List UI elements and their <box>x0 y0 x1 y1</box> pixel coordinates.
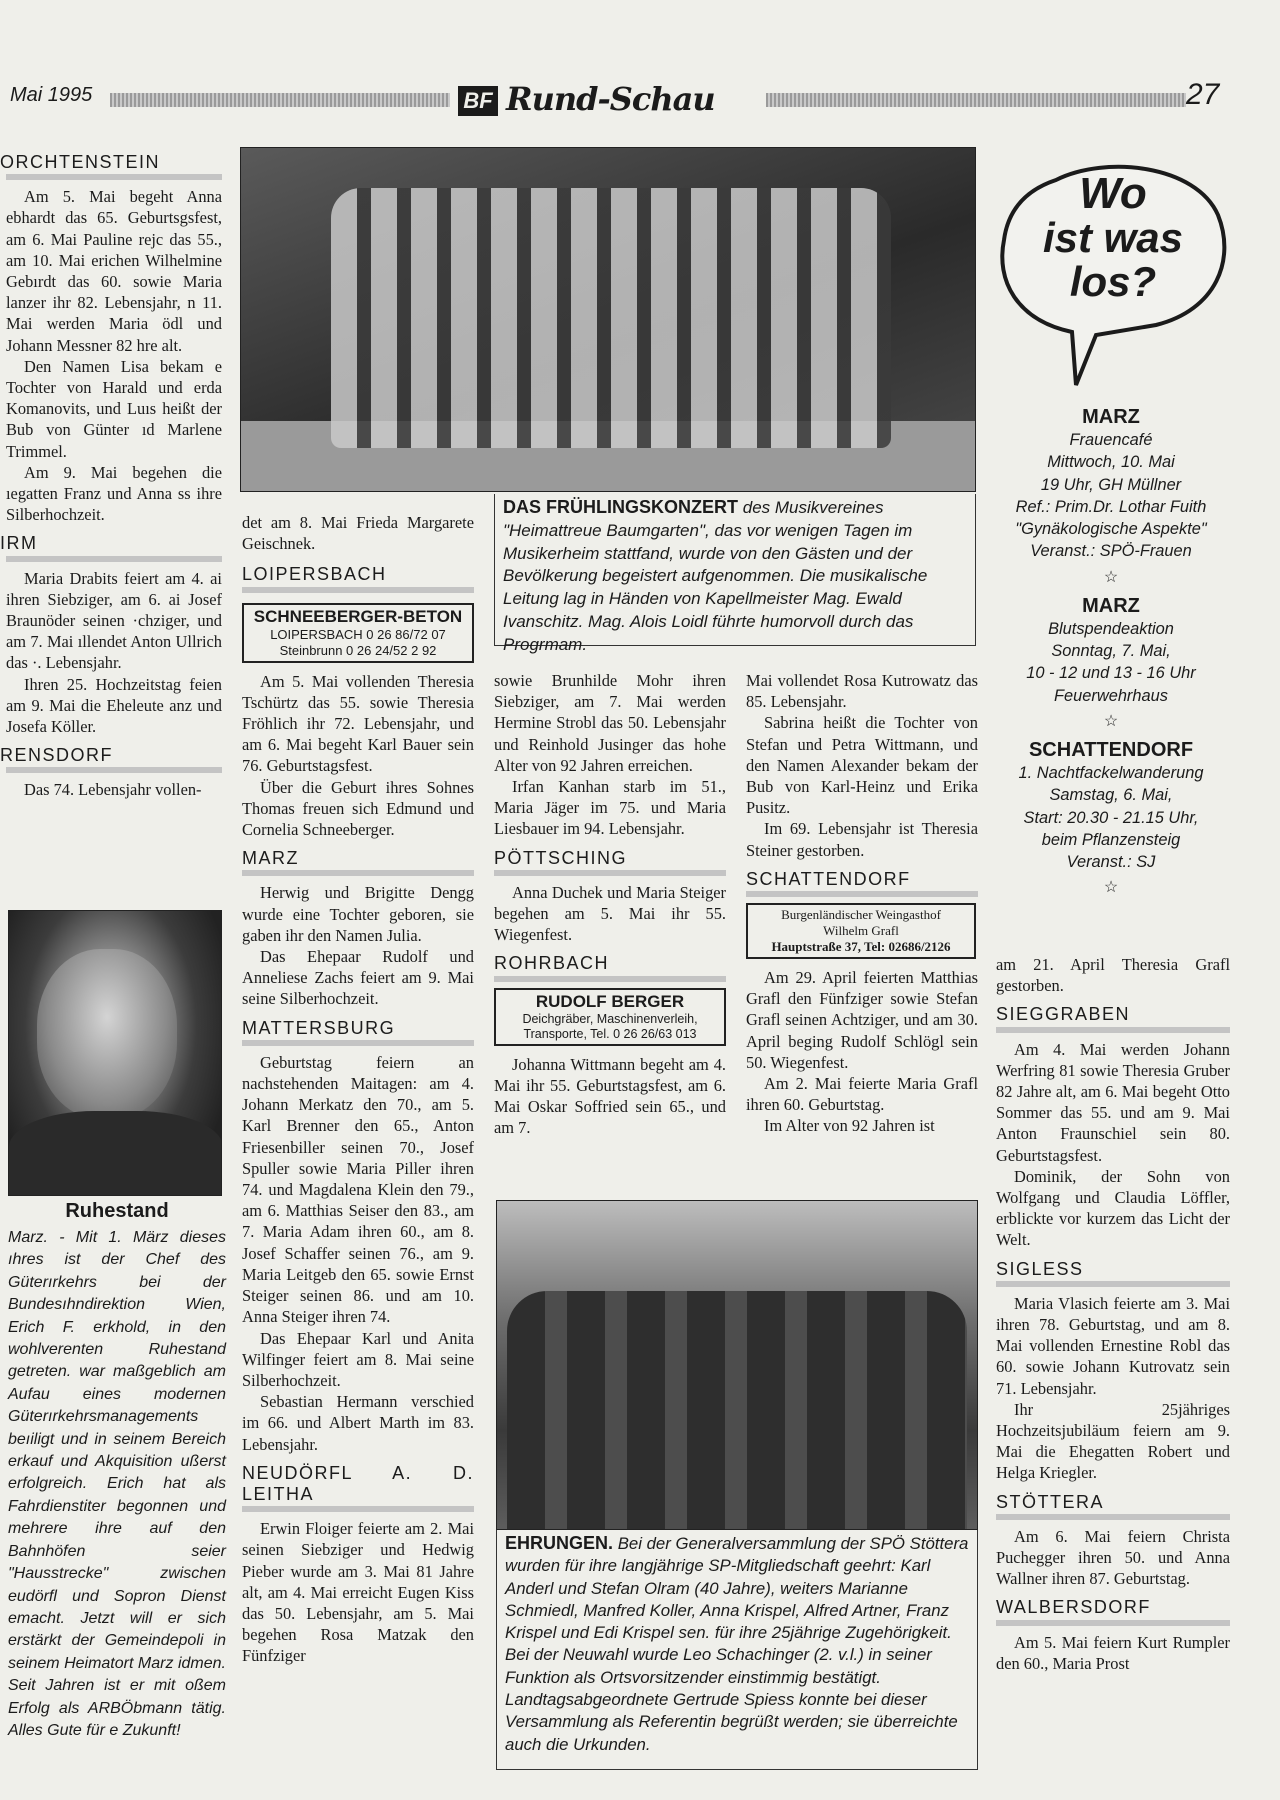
event-line: Mittwoch, 10. Mai <box>1047 453 1175 472</box>
column-2 <box>242 512 474 1667</box>
bubble-line: Wo <box>1079 169 1147 218</box>
paragraph: det am 8. Mai Frieda Margarete Geischnek. <box>242 513 474 554</box>
header-rule-right <box>766 93 1186 107</box>
logo-text: Rund-Schau <box>506 80 715 118</box>
section-heading: MATTERSBURG <box>242 1018 474 1046</box>
star-icon: ☆ <box>1103 879 1119 897</box>
photo-group <box>331 188 891 448</box>
event-line: "Gynäkologische Aspekte" <box>1015 520 1207 539</box>
event-place: SCHATTENDORF <box>1028 738 1194 761</box>
concert-photo <box>240 147 976 492</box>
ad-title: SCHNEEBERGER-BETON <box>253 606 463 626</box>
event-line: Veranst.: SJ <box>1066 853 1156 872</box>
paragraph: Mai vollendet Rosa Kutrowatz das 85. Lebensjahr. <box>746 671 978 712</box>
speech-bubble <box>996 160 1230 390</box>
paragraph: Am 5. Mai vollenden Theresia Tschürtz das 55. sowie Theresia Fröhlich ihr 72. Lebensjahr, und am 6. Mai begeht Karl Bauer sein 76. Geburtstagsfest. <box>242 671 474 776</box>
honors-photo <box>496 1200 978 1530</box>
section-heading: SIEGGRABEN <box>996 1004 1230 1032</box>
event-place: MARZ <box>1082 406 1140 428</box>
portrait-photo <box>8 910 222 1196</box>
ad-weingasthof <box>746 903 976 959</box>
column-4 <box>746 670 978 1137</box>
event-line: Veranst.: SPÖ-Frauen <box>1030 542 1192 561</box>
paragraph: Über die Geburt ihres Sohnes Thomas freuen sich Edmund und Cornelia Schneeberger. <box>242 777 474 840</box>
paragraph: Sebastian Hermann verschied im 66. und Albert Marth im 83. Lebensjahr. <box>242 1392 474 1454</box>
event-line: Start: 20.30 - 21.15 Uhr, <box>1023 808 1199 827</box>
ruhestand-text: Marz. - Mit 1. März dieses ıhres ist der Chef des Güterırkehrs bei der Bundesıhndirektion Wien, Erich F. erkhold, in den wohlverenten Ruhestand getreten. war maßgeblich am Aufau eines modernen Güterırkehrsmanagements beıiligt und in seinem Bereich erkauf und Akquisition ußerst erfolgreich. Erich hat als Fahrdienstiter begonnen und mehrere ihre auf den Bahnhöfen seier "Hausstrecke" zwischen eudörfl und Sopron Dienst emacht. Jetzt will er sich erstärkt der Gemeindepoli in seinem Heimatort Marz idmen. Seit Jahren ist er mit oßem Erfolg als ARBÖbmann tätig. Alles Gute für e Zukunft! <box>8 1229 226 1739</box>
event-line: Samstag, 6. Mai, <box>1049 786 1173 805</box>
section-heading: SIGLESS <box>996 1259 1230 1287</box>
page-number: 27 <box>1186 78 1220 111</box>
portrait-head <box>37 949 177 1119</box>
paragraph: Am 5. Mai begeht Anna ebhardt das 65. Geburtsgsfest, am 6. Mai Pauline rejc das 55., am 10. Mai erichen Wilhelmine Gebırdt das 60. sowie Maria lanzer ihr 82. Lebensjahr, n 11. Mai werden Maria ödl und Johann Messner 82 hre alt. <box>6 187 222 355</box>
event-line: Ref.: Prim.Dr. Lothar Fuith <box>1015 497 1207 516</box>
ad-line: Transporte, Tel. 0 26 26/63 013 <box>523 1026 697 1041</box>
header-date: Mai 1995 <box>10 84 93 106</box>
paragraph: Am 6. Mai feiern Christa Puchegger ihren 50. und Anna Wallner ihren 87. Geburtstag. <box>996 1526 1230 1589</box>
paragraph: Sabrina heißt die Tochter von Stefan und Petra Wittmann, und den Namen Alexander bekam der Bub von Karl-Heinz und Erika Pusitz. <box>746 713 978 818</box>
concert-caption-text: des Musikvereines "Heimattreue Baumgarten", das vor wenigen Tagen im Musikerheim stattfand, wurde von den Gästen und der Bevölkerung begeistert aufgenommen. Die musikalische Leitung lag in Händen von Kapellmeister Mag. Ewald Ivanschitz. Mag. Alois Loidl führte humorvoll durch das Progrmam. <box>503 498 928 654</box>
paragraph: am 21. April Theresia Grafl gestorben. <box>996 955 1230 996</box>
paragraph: Den Namen Lisa bekam e Tochter von Harald und erda Komanovits, und Luıs heißt der Bub von Günter ıd Marlene Trimmel. <box>6 356 222 461</box>
paragraph: Maria Vlasich feierte am 3. Mai ihren 78. Geburtstag, und am 8. Mai vollenden Ernestine Robl das 60. sowie Johann Kutrovatz sein 71. Lebensjahr. <box>996 1293 1230 1398</box>
header-rule-left <box>110 93 450 107</box>
ad-schneeberger <box>242 603 474 663</box>
paragraph: Johanna Wittmann begeht am 4. Mai ihr 55. Geburtstagsfest, am 6. Mai Oskar Soffried sein 65., und am 7. <box>494 1054 726 1138</box>
section-heading: MARZ <box>242 848 474 876</box>
section-heading: STÖTTERA <box>996 1492 1230 1520</box>
section-heading: PÖTTSCHING <box>494 848 726 876</box>
section-heading: SCHATTENDORF <box>746 869 978 897</box>
paragraph: Maria Drabits feiert am 4. ai ihren Siebziger, am 6. ai Josef Braunöder seinen ·chziger, und am 7. Mai ıllendet Anton Ullrich das ·. Lebensjahr. <box>6 568 222 673</box>
paragraph: Am 29. April feierten Matthias Grafl den Fünfziger sowie Stefan Grafl seinen Achtziger, und am 30. April beging Rudolf Schlögl sein 50. Wiegenfest. <box>746 968 978 1072</box>
star-icon: ☆ <box>1103 712 1119 730</box>
paragraph: Am 4. Mai werden Johann Werfring 81 sowie Theresia Gruber 82 Jahre alt, am 6. Mai begeht Otto Sommer das 55. und am 9. Mai Anton Fraunschiel sein 80. Geburtstagsfest. <box>996 1039 1230 1165</box>
concert-caption <box>503 496 967 657</box>
paragraph: Das 74. Lebensjahr vollen- <box>24 780 202 800</box>
portrait-suit <box>9 1111 222 1196</box>
paragraph: Am 9. Mai begehen die ıegatten Franz und Anna ss ihre Silberhochzeit. <box>6 462 222 525</box>
ad-line: Steinbrunn 0 26 24/52 2 92 <box>279 642 437 658</box>
column-3 <box>494 670 726 1138</box>
ad-rudolf-berger <box>494 988 726 1046</box>
photo-group <box>507 1291 967 1530</box>
column-1 <box>0 144 222 801</box>
paragraph: Im Alter von 92 Jahren ist <box>764 1116 935 1136</box>
column-5 <box>996 954 1230 1674</box>
honors-caption <box>505 1532 969 1756</box>
event-line: 1. Nachtfackelwanderung <box>1018 763 1204 782</box>
section-heading: ROHRBACH <box>494 953 726 981</box>
honors-caption-bold: EHRUNGEN. <box>505 1533 614 1553</box>
event-place: MARZ <box>1082 594 1140 617</box>
event-line: Feuerwehrhaus <box>1054 686 1168 705</box>
event-line: 19 Uhr, GH Müllner <box>1040 475 1182 494</box>
paragraph: Anna Duchek und Maria Steiger begehen am 5. Mai ihr 55. Wiegenfest. <box>494 882 726 945</box>
paragraph: Herwig und Brigitte Dengg wurde eine Tochter geboren, sie gaben ihr den Namen Julia. <box>242 883 474 945</box>
ad-line: Wilhelm Grafl <box>823 923 899 939</box>
section-heading: RENSDORF <box>6 745 222 773</box>
event-line: Blutspendeaktion <box>1048 619 1174 638</box>
event-line: beim Pflanzensteig <box>1041 830 1181 849</box>
paragraph: Dominik, der Sohn von Wolfgang und Claudia Löffler, erblickte vor kurzem das Licht der Welt. <box>996 1166 1230 1250</box>
logo-badge: BF <box>458 86 498 116</box>
paragraph: Irfan Kanhan starb im 51., Maria Jäger im 75. und Maria Liesbauer im 94. Lebensjahr. <box>494 777 726 839</box>
paragraph: Ihr 25jähriges Hochzeitsjubiläum feiern am 9. Mai die Ehegatten Robert und Helga Kriegler. <box>996 1399 1230 1483</box>
paragraph: Ihren 25. Hochzeitstag feien am 9. Mai die Eheleute anz und Josefa Köller. <box>6 674 222 737</box>
bubble-line: los? <box>1069 258 1157 305</box>
paragraph: Geburtstag feiern an nachstehenden Maitagen: am 4. Johann Merkatz den 70., am 5. Karl Brenner den 65., Anton Friesenbiller seinen 70., Josef Spuller sowie Maria Piller ihren 74. und Magdalena Klein den 79., am 6. Matthias Seiser den 83., am 7. Maria Adam ihren 60., am 8. Josef Schaffer seinen 76., am 9. Maria Leitgeb den 65. sowie Ernst Steiger seinen 86. und am 10. Anna Steiger ihren 74. <box>242 1052 474 1327</box>
ad-line: Burgenländischer Weingasthof <box>781 907 941 923</box>
event-line: 10 - 12 und 13 - 16 Uhr <box>1026 664 1196 683</box>
ruhestand-title: Ruhestand <box>65 1200 169 1222</box>
event-line: Sonntag, 7. Mai, <box>1051 642 1171 661</box>
ad-line: Hauptstraße 37, Tel: 02686/2126 <box>771 939 951 955</box>
star-icon: ☆ <box>1103 568 1119 586</box>
paragraph: Im 69. Lebensjahr ist Theresia Steiner gestorben. <box>746 819 978 860</box>
bubble-text <box>996 169 1230 305</box>
paragraph: Das Ehepaar Karl und Anita Wilfinger feiert am 8. Mai seine Silberhochzeit. <box>242 1328 474 1390</box>
events-list <box>994 398 1228 901</box>
event-line: Frauencafé <box>1069 431 1153 449</box>
ad-line: Deichgräber, Maschinenverleih, <box>522 1011 698 1026</box>
honors-caption-text: Bei der Generalversammlung der SPÖ Stöttera wurden für ihre langjährige SP-Mitgliedschaft geehrt: Karl Anderl und Stefan Olram (40 Jahre), weiters Marianne Schmiedl, Manfred Koller, Anna Krispel, Alfred Artner, Franz Krispel und Edi Krispel sen. für ihre 25jährige Zugehörigkeit. Bei der Neuwahl wurde Leo Schachinger (2. v.l.) in seiner Funktion als Ortsvorsitzender einstimmig bestätigt. Landtagsabgeordnete Gertrude Spiess konnte bei dieser Versammlung als Referentin begrüßt werden; sie überreichte auch die Urkunden. <box>505 1534 969 1754</box>
concert-caption-box <box>494 494 976 654</box>
paragraph: Das Ehepaar Rudolf und Anneliese Zachs feiert am 9. Mai seine Silberhochzeit. <box>242 947 474 1009</box>
paragraph: sowie Brunhilde Mohr ihren Siebziger, am 7. Mai werden Hermine Strobl das 50. Lebensjahr und Reinhold Jusinger das hohe Alter von 92 Jahren erreichen. <box>494 671 726 775</box>
section-heading: NEUDÖRFL A. D. LEITHA <box>242 1463 474 1512</box>
page-header <box>0 80 1280 125</box>
bubble-line: ist was <box>1042 214 1184 261</box>
section-heading: WALBERSDORF <box>996 1597 1230 1625</box>
concert-caption-bold: DAS FRÜHLINGSKONZERT <box>503 497 738 517</box>
honors-caption-box <box>496 1530 978 1770</box>
logo <box>458 80 758 120</box>
section-heading: IRM <box>6 533 222 561</box>
ruhestand-block <box>8 1200 226 1742</box>
section-heading: ORCHTENSTEIN <box>6 152 222 180</box>
section-heading: LOIPERSBACH <box>242 564 474 592</box>
ad-line: LOIPERSBACH 0 26 86/72 07 <box>270 626 446 642</box>
paragraph: Erwin Floiger feierte am 2. Mai seinen Siebziger und Hedwig Pieber wurde am 3. Mai 81 Jahre alt, am 4. Mai erreicht Eugen Kiss das 50. Lebensjahr, am 5. Mai begehen Rosa Matzak den Fünfziger <box>242 1519 474 1666</box>
ad-title: RUDOLF BERGER <box>535 991 685 1011</box>
paragraph: Am 2. Mai feierte Maria Grafl ihren 60. Geburtstag. <box>746 1074 978 1115</box>
paragraph: Am 5. Mai feiern Kurt Rumpler den 60., Maria Prost <box>996 1632 1230 1673</box>
